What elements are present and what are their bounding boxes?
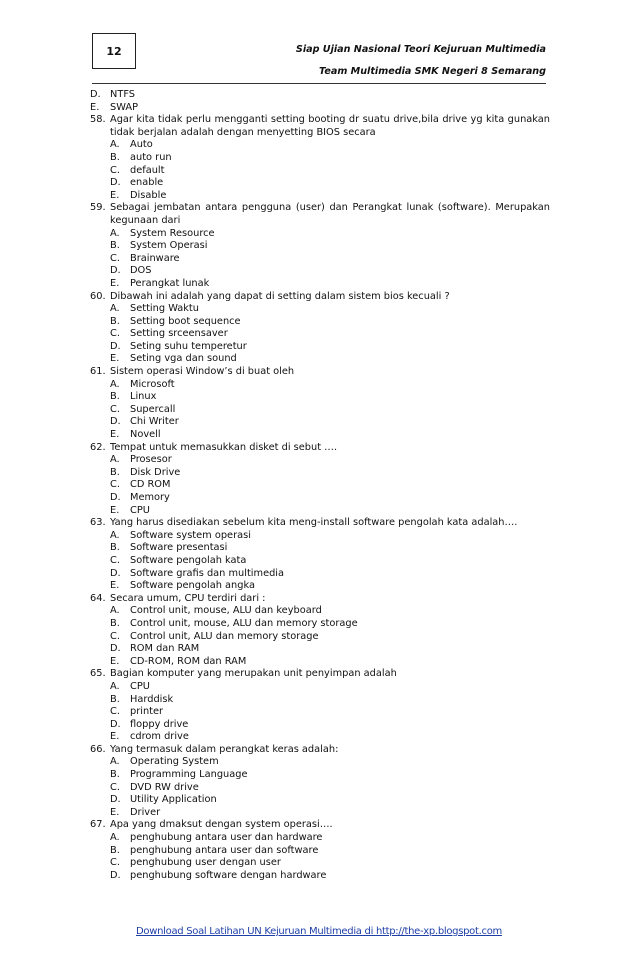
answer-option (90, 782, 550, 795)
option-letter: C. (110, 706, 120, 718)
question-number: 63. (90, 517, 106, 529)
answer-option (90, 694, 550, 707)
option-text: Disk Drive (130, 466, 181, 478)
option-letter: B. (110, 240, 120, 252)
answer-option (90, 794, 550, 807)
option-text: DOS (130, 265, 152, 277)
option-text: penghubung user dengan user (130, 857, 281, 869)
footer-link[interactable]: http://the-xp.blogspot.com (375, 926, 502, 937)
option-text: penghubung antara user dan software (130, 844, 319, 856)
option-letter: C. (110, 403, 120, 415)
answer-option (90, 706, 550, 719)
answer-option (90, 505, 550, 518)
option-letter: B. (110, 391, 120, 403)
option-text: Operating System (130, 756, 219, 768)
option-letter: D. (110, 265, 121, 277)
question-number: 65. (90, 668, 106, 680)
option-letter: C. (110, 857, 120, 869)
page-number: 12 (106, 44, 122, 58)
answer-option (90, 353, 550, 366)
option-letter: A. (110, 227, 120, 239)
option-text: Prosesor (130, 454, 172, 466)
option-text: penghubung antara user dan hardware (130, 832, 323, 844)
option-text: CD ROM (130, 479, 171, 491)
question-text: Apa yang dmaksut dengan system operasi…. (110, 819, 333, 831)
header-subtitle: Team Multimedia SMK Negeri 8 Semarang (319, 66, 546, 77)
question-list (90, 89, 550, 882)
question-text: Yang harus disediakan sebelum kita meng-install software pengolah kata adalah…. (110, 517, 518, 529)
option-text: NTFS (110, 89, 135, 100)
answer-option (90, 190, 550, 203)
option-text: DVD RW drive (130, 781, 199, 793)
question-item (90, 442, 550, 518)
option-text: cdrom drive (130, 731, 189, 743)
answer-option (90, 328, 550, 341)
question-number: 62. (90, 441, 106, 453)
option-letter: E. (110, 731, 120, 743)
option-letter: B. (110, 693, 120, 705)
answer-option (90, 152, 550, 165)
question-number: 58. (90, 114, 106, 126)
answer-option (90, 530, 550, 543)
answer-option (90, 467, 550, 480)
answer-option (90, 479, 550, 492)
question-text: Dibawah ini adalah yang dapat di setting dalam sistem bios kecuali ? (110, 290, 450, 302)
option-text: Utility Application (130, 794, 217, 806)
answer-option (90, 542, 550, 555)
option-text: Chi Writer (130, 416, 179, 428)
option-text: Setting boot sequence (130, 315, 241, 327)
option-letter: C. (110, 554, 120, 566)
question-text: Agar kita tidak perlu mengganti setting booting dr suatu drive,bila drive yg kita gunakan tidak berjalan adalah dengan menyetting BIOS secara (110, 114, 550, 138)
answer-option (90, 89, 550, 102)
option-letter: E. (110, 806, 120, 818)
answer-option (90, 177, 550, 190)
option-letter: E. (90, 101, 100, 113)
option-text: Driver (130, 806, 161, 818)
answer-option (90, 416, 550, 429)
option-text: Seting vga dan sound (130, 353, 237, 365)
question-number: 64. (90, 592, 106, 604)
answer-option (90, 618, 550, 631)
answer-option (90, 391, 550, 404)
footer (0, 926, 638, 937)
answer-option (90, 857, 550, 870)
option-letter: E. (110, 429, 120, 441)
answer-option (90, 404, 550, 417)
footer-text: Download Soal Latihan UN Kejuruan Multimedia di (136, 926, 376, 937)
option-text: default (130, 164, 165, 176)
option-letter: C. (110, 164, 120, 176)
question-item (90, 668, 550, 744)
option-text: auto run (130, 151, 172, 163)
option-letter: A. (110, 605, 120, 617)
option-text: Setting Waktu (130, 303, 199, 315)
answer-option (90, 341, 550, 354)
option-text: SWAP (110, 101, 138, 113)
option-text: Memory (130, 492, 170, 503)
answer-option (90, 492, 550, 505)
option-text: floppy drive (130, 718, 189, 730)
carryover-options (90, 89, 550, 114)
question-item (90, 366, 550, 442)
answer-option (90, 719, 550, 732)
option-text: Linux (130, 391, 157, 403)
question-item (90, 517, 550, 593)
question-number: 59. (90, 202, 106, 214)
option-text: Software system operasi (130, 529, 251, 541)
option-text: CD-ROM, ROM dan RAM (130, 655, 247, 667)
question-text: Tempat untuk memasukkan disket di sebut …. (110, 441, 338, 453)
option-text: Control unit, mouse, ALU dan keyboard (130, 605, 322, 617)
option-letter: E. (110, 353, 120, 365)
question-text: Sistem operasi Window’s di buat oleh (110, 366, 295, 378)
option-letter: E. (110, 504, 120, 516)
question-text: Bagian komputer yang merupakan unit penyimpan adalah (110, 668, 397, 680)
option-letter: E. (110, 277, 120, 289)
answer-option (90, 568, 550, 581)
option-letter: D. (110, 492, 121, 503)
answer-option (90, 102, 550, 115)
question-item (90, 819, 550, 882)
answer-option (90, 379, 550, 392)
option-letter: A. (110, 529, 120, 541)
option-letter: E. (110, 655, 120, 667)
answer-option (90, 555, 550, 568)
option-letter: B. (110, 466, 120, 478)
option-text: Setting srceensaver (130, 328, 228, 340)
option-text: Control unit, mouse, ALU dan memory storage (130, 617, 358, 629)
option-letter: D. (90, 89, 101, 100)
question-item (90, 114, 550, 202)
option-letter: D. (110, 869, 121, 881)
answer-option (90, 278, 550, 291)
answer-option (90, 870, 550, 883)
header-divider (92, 83, 546, 84)
option-letter: D. (110, 340, 121, 352)
answer-option (90, 631, 550, 644)
option-text: Novell (130, 429, 161, 441)
option-text: CPU (130, 680, 150, 692)
answer-option (90, 303, 550, 316)
option-text: Programming Language (130, 769, 248, 781)
answer-option (90, 165, 550, 178)
option-letter: C. (110, 479, 120, 491)
option-letter: B. (110, 617, 120, 629)
option-letter: A. (110, 756, 120, 768)
option-letter: A. (110, 139, 120, 151)
option-text: Auto (130, 139, 153, 151)
option-text: Disable (130, 189, 167, 201)
option-text: Software pengolah angka (130, 580, 255, 592)
option-text: Software presentasi (130, 542, 228, 554)
answer-option (90, 807, 550, 820)
option-letter: D. (110, 567, 121, 579)
answer-option (90, 845, 550, 858)
question-item (90, 202, 550, 290)
answer-option (90, 454, 550, 467)
question-number: 67. (90, 819, 106, 831)
option-text: penghubung software dengan hardware (130, 869, 327, 881)
question-number: 61. (90, 366, 106, 378)
option-text: Control unit, ALU dan memory storage (130, 630, 319, 642)
option-letter: B. (110, 769, 120, 781)
answer-option (90, 731, 550, 744)
option-letter: E. (110, 580, 120, 592)
page-number-box (92, 33, 136, 69)
question-item (90, 593, 550, 669)
option-letter: C. (110, 630, 120, 642)
question-item (90, 744, 550, 820)
answer-option (90, 429, 550, 442)
question-text: Secara umum, CPU terdiri dari : (110, 592, 266, 604)
option-letter: B. (110, 542, 120, 554)
option-text: Harddisk (130, 693, 174, 705)
answer-option (90, 643, 550, 656)
answer-option (90, 316, 550, 329)
option-text: System Operasi (130, 240, 208, 252)
option-letter: E. (110, 189, 120, 201)
questions-container (90, 114, 550, 882)
answer-option (90, 832, 550, 845)
question-item (90, 291, 550, 367)
option-letter: C. (110, 252, 120, 264)
option-letter: D. (110, 416, 121, 428)
answer-option (90, 656, 550, 669)
option-text: Seting suhu temperetur (130, 340, 247, 352)
option-text: Software grafis dan multimedia (130, 567, 285, 579)
option-letter: D. (110, 643, 121, 655)
option-letter: D. (110, 794, 121, 806)
option-letter: C. (110, 781, 120, 793)
option-text: ROM dan RAM (130, 643, 200, 655)
option-text: enable (130, 177, 164, 189)
question-text: Yang termasuk dalam perangkat keras adalah: (110, 743, 339, 755)
answer-option (90, 769, 550, 782)
option-letter: A. (110, 454, 120, 466)
option-text: System Resource (130, 227, 215, 239)
option-letter: C. (110, 328, 120, 340)
answer-option (90, 253, 550, 266)
answer-option (90, 265, 550, 278)
header-title: Siap Ujian Nasional Teori Kejuruan Multimedia (295, 44, 546, 55)
option-text: printer (130, 706, 164, 718)
option-text: Brainware (130, 252, 180, 264)
option-text: Supercall (130, 403, 176, 415)
option-letter: A. (110, 832, 120, 844)
question-number: 60. (90, 290, 106, 302)
option-text: Microsoft (130, 378, 175, 390)
answer-option (90, 580, 550, 593)
answer-option (90, 139, 550, 152)
answer-option (90, 605, 550, 618)
option-letter: D. (110, 718, 121, 730)
answer-option (90, 228, 550, 241)
option-letter: A. (110, 303, 120, 315)
option-letter: A. (110, 378, 120, 390)
answer-option (90, 240, 550, 253)
option-text: Perangkat lunak (130, 277, 210, 289)
option-text: Software pengolah kata (130, 554, 247, 566)
option-letter: B. (110, 844, 120, 856)
option-letter: A. (110, 680, 120, 692)
answer-option (90, 756, 550, 769)
option-text: CPU (130, 504, 150, 516)
question-number: 66. (90, 743, 106, 755)
question-text: Sebagai jembatan antara pengguna (user) dan Perangkat lunak (software). Merupakan kegunaan dari (110, 202, 550, 226)
answer-option (90, 681, 550, 694)
option-letter: D. (110, 177, 121, 189)
option-letter: B. (110, 315, 120, 327)
option-letter: B. (110, 151, 120, 163)
